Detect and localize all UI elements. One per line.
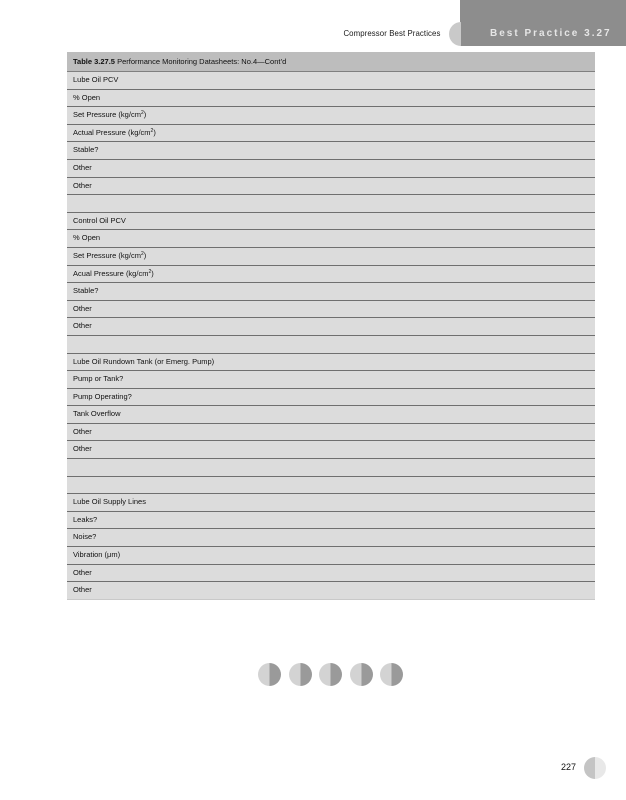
- running-header-book-title: Compressor Best Practices: [342, 28, 440, 38]
- row-unit-superscript: 2: [140, 250, 144, 257]
- table-row: [67, 213, 595, 231]
- row-label: Pump or Tank?: [73, 374, 124, 384]
- table-row: [67, 494, 595, 512]
- running-header-section: Best Practice 3.27: [490, 28, 612, 39]
- decorative-circle: [258, 663, 281, 686]
- table-row: [67, 389, 595, 407]
- row-label: Lube Oil Supply Lines: [73, 497, 146, 507]
- row-label: Actual Pressure (kg/cm: [73, 127, 151, 137]
- row-label: Other: [73, 321, 92, 331]
- table-number: Table 3.27.5: [73, 57, 115, 66]
- table-row: [67, 266, 595, 284]
- table-row: [67, 72, 595, 90]
- decorative-circle: [289, 663, 312, 686]
- row-label-suffix: ): [151, 268, 154, 278]
- decorative-circle: [350, 663, 373, 686]
- datasheet-table: [67, 52, 595, 600]
- row-label: Stable?: [73, 286, 99, 296]
- header-band: [460, 0, 626, 46]
- header-circle-ornament: [449, 22, 473, 46]
- table-row: [67, 283, 595, 301]
- row-label-suffix: ): [143, 110, 147, 120]
- table-row: [67, 125, 595, 143]
- row-label: Acual Pressure (kg/cm: [73, 268, 149, 278]
- table-row: [67, 529, 595, 547]
- table-row: [67, 107, 595, 125]
- table-row: [67, 301, 595, 319]
- table-row: [67, 459, 595, 477]
- row-unit-superscript: 2: [140, 110, 144, 117]
- row-label: Leaks?: [73, 514, 98, 524]
- table-row: [67, 142, 595, 160]
- table-row: [67, 406, 595, 424]
- table-row: [67, 318, 595, 336]
- table-row: [67, 565, 595, 583]
- table-caption: [67, 52, 595, 72]
- row-label: Noise?: [73, 532, 97, 542]
- table-body: [67, 72, 595, 599]
- decorative-circles: [258, 663, 403, 686]
- row-label: Other: [73, 162, 92, 172]
- table-row: [67, 477, 595, 495]
- row-label: Control Oil PCV: [73, 215, 126, 225]
- row-label: % Open: [73, 92, 101, 102]
- table-row: [67, 230, 595, 248]
- row-label: Lube Oil Rundown Tank (or Emerg. Pump): [73, 356, 215, 366]
- row-label: Lube Oil PCV: [73, 75, 119, 84]
- table-row: [67, 441, 595, 459]
- row-label: Other: [73, 444, 92, 454]
- row-label: % Open: [73, 233, 101, 243]
- table-row: [67, 582, 595, 599]
- row-label-suffix: ): [153, 127, 156, 137]
- row-label: Vibration (μm): [73, 550, 121, 560]
- table-row: [67, 371, 595, 389]
- table-row: [67, 195, 595, 213]
- table-row: [67, 336, 595, 354]
- row-unit-superscript: 2: [148, 268, 152, 275]
- row-label: Other: [73, 585, 92, 595]
- table-row: [67, 547, 595, 565]
- table-row: [67, 90, 595, 108]
- table-row: [67, 424, 595, 442]
- row-label: Tank Overflow: [73, 409, 121, 419]
- table-row: [67, 248, 595, 266]
- table-row: [67, 354, 595, 372]
- table-row: [67, 160, 595, 178]
- row-label-suffix: ): [143, 250, 147, 260]
- table-row: [67, 512, 595, 530]
- decorative-circle: [380, 663, 403, 686]
- row-unit-superscript: 2: [150, 127, 154, 134]
- page-number-circle: [584, 757, 606, 779]
- row-label: Stable?: [73, 145, 99, 155]
- row-label: Other: [73, 567, 92, 577]
- table-title: Performance Monitoring Datasheets: No.4—Cont’d: [117, 57, 287, 66]
- page-number: 227: [561, 762, 577, 772]
- row-label: Other: [73, 180, 92, 190]
- row-label: Other: [73, 303, 92, 313]
- row-label: Pump Operating?: [73, 391, 132, 401]
- row-label: Set Pressure (kg/cm: [73, 250, 141, 260]
- row-label: Set Pressure (kg/cm: [73, 110, 141, 120]
- table-row: [67, 178, 595, 196]
- row-label: Other: [73, 426, 92, 436]
- decorative-circle: [319, 663, 342, 686]
